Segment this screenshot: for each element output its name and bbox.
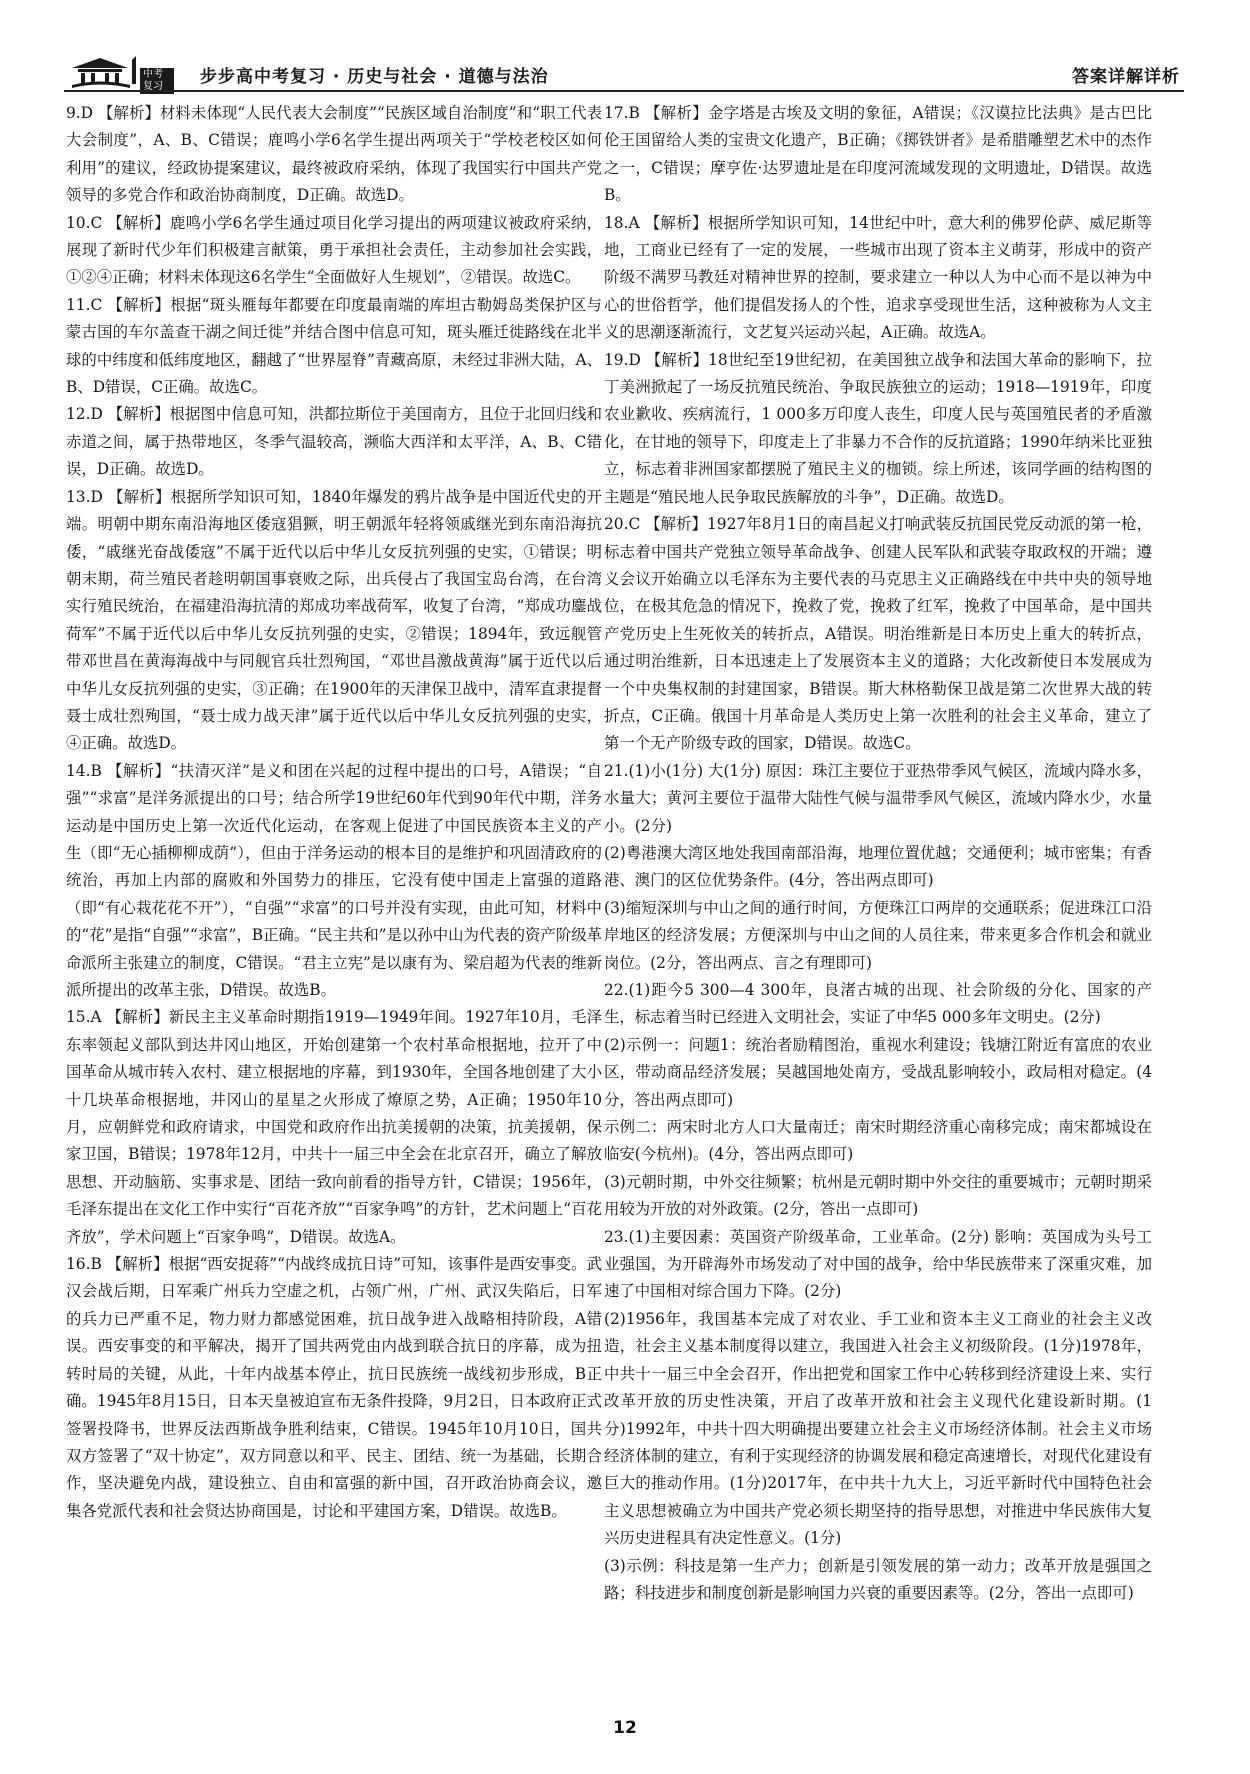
answer-entry-13: 13.D 【解析】根据所学知识可知，1840年爆发的鸦片战争是中国近代史的开端。明朝中期东南沿海地区倭寇猖獗，明王朝派年轻将领戚继光到东南沿海抗倭，“戚继光奋战倭寇”不属于近代以后中华儿女反抗列强的史实，①错误；明朝末期，荷兰殖民者趁明朝国事衰败之际，出兵侵占了我国宝岛台湾，在台湾实行殖民统治，在福建沿海抗清的郑成功率战荷军，收复了台湾，“郑成功鏖战荷军”不属于近代以后中华儿女反抗列强的史实，②错误；1894年，致远舰管带邓世昌在黄海海战中与同舰官兵壮烈殉国，“邓世昌激战黄海”属于近代以后中华儿女反抗列强的史实，③正确；在1900年的天津保卫战中，清军直隶提督聂士成壮烈殉国，“聂士成力战天津”属于近代以后中华儿女反抗列强的史实，④正确。故选D。 bbox=[66, 487, 602, 753]
right-column bbox=[604, 100, 1152, 1710]
book-title: 步步高中考复习 · 历史与社会 · 道德与法治 bbox=[200, 67, 549, 87]
answer-entry-22-1: 22.(1)距今5 300—4 300年，良渚古城的出现、社会阶级的分化、国家的产生，标志着当时已经进入文明社会，实证了中华5 000多年文明史。(2分) bbox=[604, 981, 1152, 1027]
answer-entry-22-3: (3)元朝时期，中外交往频繁；杭州是元朝时期中外交往的重要城市；元朝时期采用较为开放的对外政策。(2分，答出一点即可) bbox=[604, 1172, 1152, 1219]
answer-entry-20: 20.C 【解析】1927年8月1日的南昌起义打响武装反抗国民党反动派的第一枪，标志着中国共产党独立领导革命战争、创建人民军队和武装夺取政权的开端；遵义会议开始确立以毛泽东为主要代表的马克思主义正确路线在中共中央的领导地位，在极其危急的情况下，挽救了党，挽救了红军，挽救了中国革命，是中国共产党历史上生死攸关的转折点，A错误。明治维新是日本历史上重大的转折点，通过明治维新，日本迅速走上了发展资本主义的道路；大化改新使日本发展成为一个中央集权制的封建国家，B错误。斯大林格勒保卫战是第二次世界大战的转折点，C正确。俄国十月革命是人类历史上第一次胜利的社会主义革命，建立了第一个无产阶级专政的国家，D错误。故选C。 bbox=[604, 515, 1152, 753]
page-header bbox=[64, 48, 1184, 98]
answer-entry-9: 9.D 【解析】材料未体现“人民代表大会制度”“民族区域自治制度”和“职工代表大会制度”，A、B、C错误；鹿鸣小学6名学生提出两项关于“学校老校区如何利用”的建议，经政协提案建议，最终被政府采纳，体现了我国实行中国共产党领导的多党合作和政治协商制度，D正确。故选D。 bbox=[66, 104, 602, 205]
answer-entry-23-1: 23.(1)主要因素：英国资产阶级革命，工业革命。(2分) 影响：英国成为头号工业强国，为开辟海外市场发动了对中国的战争，给中华民族带来了深重灾难，加速了中国相对综合国力下降。(2分) bbox=[604, 1227, 1152, 1301]
logo-badge: 中考复习 bbox=[140, 68, 174, 94]
left-column bbox=[66, 100, 602, 1710]
publisher-logo bbox=[70, 54, 174, 90]
answer-entry-17: 17.B 【解析】金字塔是古埃及文明的象征，A错误；《汉谟拉比法典》是古巴比伦王国留给人类的宝贵文化遗产，B正确；《掷铁饼者》是希腊雕塑艺术中的杰作之一，C错误；摩亨佐·达罗遗址是在印度河流域发现的文明遗址，D错误。故选B。 bbox=[604, 104, 1152, 205]
answer-entry-19: 19.D 【解析】18世纪至19世纪初，在美国独立战争和法国大革命的影响下，拉丁美洲掀起了一场反抗殖民统治、争取民族独立的运动；1918—1919年，印度农业歉收、疾病流行，1 000多万印度人丧生，印度人民与英国殖民者的矛盾激化，在甘地的领导下，印度走上了非暴力不合作的反抗道路；1990年纳米比亚独立，标志着非洲国家都摆脱了殖民主义的枷锁。综上所述，该同学画的结构图的主题是“殖民地人民争取民族解放的斗争”，D正确。故选D。 bbox=[604, 350, 1152, 506]
answer-entry-11: 11.C 【解析】根据“斑头雁每年都要在印度最南端的库坦古勒姆岛类保护区与蒙古国的车尔盖查干湖之间迁徙”并结合图中信息可知，斑头雁迁徙路线在北半球的中纬度和低纬度地区，翻越了“世界屋脊”青藏高原，未经过非洲大陆，A、B、D错误，C正确。故选C。 bbox=[66, 295, 602, 397]
section-title: 答案详解详析 bbox=[1072, 67, 1180, 87]
answer-entry-23-2: (2)1956年，我国基本完成了对农业、手工业和资本主义工商业的社会主义改造，社会主义基本制度得以建立，我国进入社会主义初级阶段。(1分)1978年，中共十一届三中全会召开，作出把党和国家工作中心转移到经济建设上来、实行改革开放的历史性决策，开启了改革开放和社会主义现代化建设新时期。(1分)1992年，中共十四大明确提出要建立社会主义市场经济体制。社会主义市场经济体制的建立，有利于实现经济的协调发展和稳定高速增长，对现代化建设有巨大的推动作用。(1分)2017年，在中共十九大上，习近平新时代中国特色社会主义思想被确立为中国共产党必须长期坚持的指导思想，对推进中华民族伟大复兴历史进程具有决定性意义。(1分) bbox=[604, 1309, 1152, 1548]
answer-entry-21-1: 21.(1)小(1分) 大(1分) 原因：珠江主要位于亚热带季风气候区，流域内降水多，水量大；黄河主要位于温带大陆性气候与温带季风气候区，流域内降水少，水量小。(2分) bbox=[604, 761, 1152, 835]
answer-entry-16: 16.B 【解析】根据“西安捉蒋”“内战终成抗日诗”可知，该事件是西安事变。武汉会战后期，日军乘广州兵力空虚之机，占领广州，广州、武汉失陷后，日军的兵力已严重不足，物力财力都感觉困难，抗日战争进入战略相持阶段，A错误。西安事变的和平解决，揭开了国共两党由内战到联合抗日的序幕，成为扭转时局的关键，从此，十年内战基本停止，抗日民族统一战线初步形成，B正确。1945年8月15日，日本天皇被迫宣布无条件投降，9月2日，日本政府正式签署投降书，世界反法西斯战争胜利结束，C错误。1945年10月10日，国共双方签署了“双十协定”，双方同意以和平、民主、团结、统一为基础，长期合作，坚决避免内战，建设独立、自由和富强的新中国，召开政治协商会议，邀集各党派代表和社会贤达协商国是，讨论和平建国方案，D错误。故选B。 bbox=[66, 1255, 602, 1520]
answer-entry-23-3: (3)示例：科技是第一生产力；创新是引领发展的第一动力；改革开放是强国之路；科技进步和制度创新是影响国力兴衰的重要因素等。(2分，答出一点即可) bbox=[604, 1556, 1152, 1602]
page-number: 12 bbox=[613, 1718, 637, 1738]
answer-entry-15: 15.A 【解析】新民主主义革命时期指1919—1949年间。1927年10月，毛泽东率领起义部队到达井冈山地区，开始创建第一个农村革命根据地，拉开了中国革命从城市转入农村、建立根据地的序幕，到1930年，全国各地创建了大小十几块革命根据地，井冈山的星星之火形成了燎原之势，A正确；1950年10月，应朝鲜党和政府请求，中国党和政府作出抗美援朝的决策，抗美援朝，保家卫国，B错误；1978年12月，中共十一届三中全会在北京召开，确立了解放思想、开动脑筋、实事求是、团结一致向前看的指导方针，C错误；1956年，毛泽东提出在文化工作中实行“百花齐放”“百家争鸣”的方针，艺术问题上“百花齐放”，学术问题上“百家争鸣”，D错误。故选A。 bbox=[66, 1008, 602, 1246]
answer-entry-10: 10.C 【解析】鹿鸣小学6名学生通过项目化学习提出的两项建议被政府采纳，展现了新时代少年们积极建言献策，勇于承担社会责任，主动参加社会实践，①②④正确；材料未体现这6名学生“全面做好人生规划”，②错误。故选C。 bbox=[66, 213, 602, 287]
answer-entry-22-2a: (2)示例一：问题1：统治者励精图治，重视水利建设；钱塘江附近有富庶的农业区，带动商品经济发展；吴越国地处南方，受战乱影响较小，政局相对稳定。(4分，答出两点即可) bbox=[604, 1035, 1152, 1109]
answer-entry-21-2: (2)粤港澳大湾区地处我国南部沿海，地理位置优越；交通便利；城市密集；有香港、澳门的区位优势条件。(4分，答出两点即可) bbox=[604, 843, 1152, 890]
answer-entry-14: 14.B 【解析】“扶清灭洋”是义和团在兴起的过程中提出的口号，A错误；“自强”“求富”是洋务派提出的口号；结合所学19世纪60年代到90年代中期，洋务运动是中国历史上第一次近代化运动，在客观上促进了中国民族资本主义的产生（即“无心插柳柳成荫”），但由于洋务运动的根本目的是维护和巩固清政府的统治，再加上内部的腐败和外国势力的排压，它没有使中国走上富强的道路（即“有心栽花花不开”），“自强”“求富”的口号并没有实现，由此可知，材料中的“花”是指“自强”“求富”，B正确。“民主共和”是以孙中山为代表的资产阶级革命派所主张建立的制度，C错误。“君主立宪”是以康有为、梁启超为代表的维新派所提出的改革主张，D错误。故选B。 bbox=[66, 761, 602, 999]
answer-entry-21-3: (3)缩短深圳与中山之间的通行时间，方便珠江口两岸的交通联系；促进珠江口沿岸地区的经济发展；方便深圳与中山之间的人员往来，带来更多合作机会和就业岗位。(2分，答出两点、言之有理即可) bbox=[604, 898, 1152, 972]
answer-entry-22-2b: 示例二：两宋时北方人口大量南迁；南宋时期经济重心南移完成；南宋都城设在临安(今杭州)。(4分，答出两点即可) bbox=[604, 1118, 1152, 1164]
header-divider bbox=[64, 90, 1184, 92]
answer-entry-18: 18.A 【解析】根据所学知识可知，14世纪中叶，意大利的佛罗伦萨、威尼斯等地，工商业已经有了一定的发展，一些城市出现了资本主义萌芽，形成中的资产阶级不满罗马教廷对精神世界的控制，要求建立一种以人为中心而不是以神为中心的世俗哲学，他们提倡发扬人的个性，追求享受现世生活，这种被称为人文主义的思潮逐渐流行，文艺复兴运动兴起，A正确。故选A。 bbox=[604, 213, 1152, 342]
answer-entry-12: 12.D 【解析】根据图中信息可知，洪都拉斯位于美国南方，且位于北回归线和赤道之间，属于热带地区，冬季气温较高，濒临大西洋和太平洋，A、B、C错误，D正确。故选D。 bbox=[66, 405, 602, 479]
